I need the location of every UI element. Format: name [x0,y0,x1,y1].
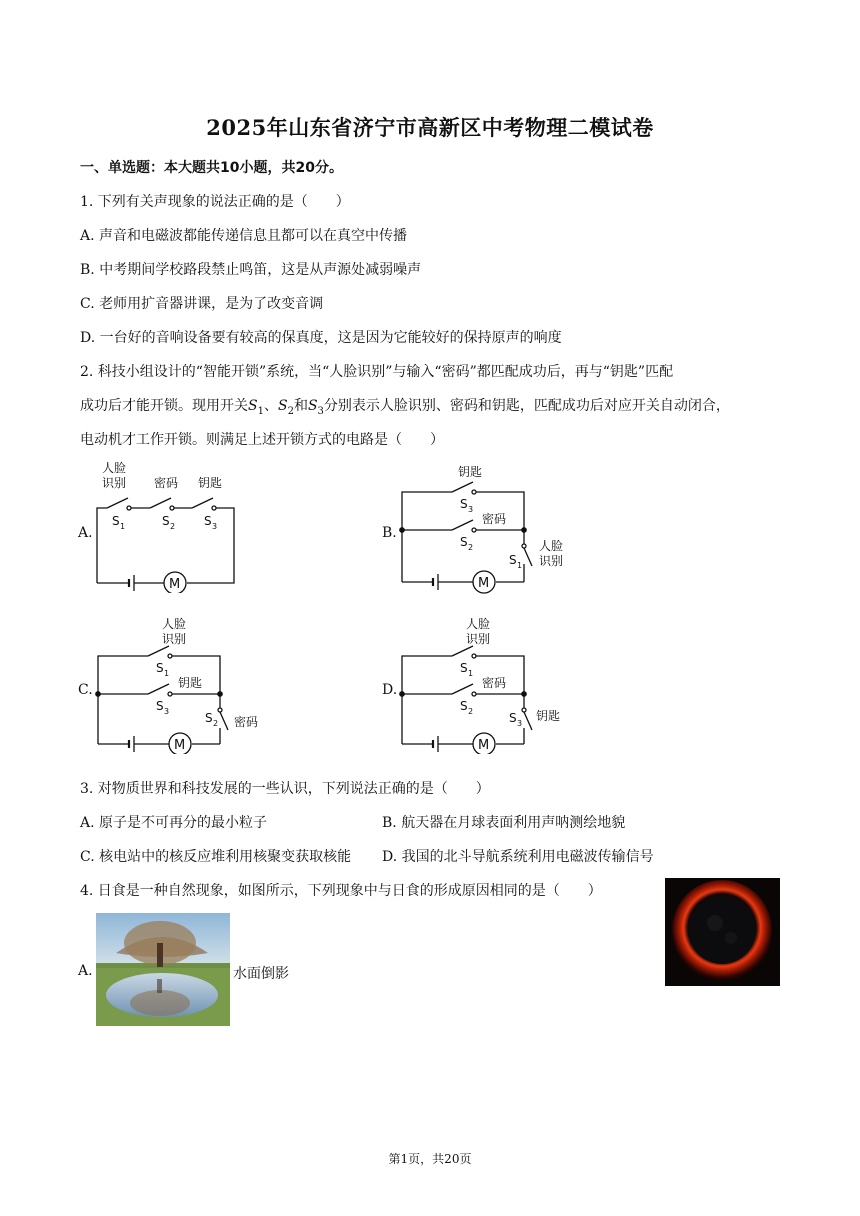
svg-text:2: 2 [468,707,474,716]
svg-text:M: M [169,577,181,592]
q1-option-a: A. 声音和电磁波都能传递信息且都可以在真空中传播 [80,228,408,244]
q2-option-a-label: A. [78,525,93,541]
svg-text:2: 2 [468,543,474,552]
svg-text:密码: 密码 [234,715,259,729]
svg-text:密码: 密码 [482,676,507,690]
svg-text:3: 3 [212,522,218,531]
svg-text:S: S [156,661,164,675]
svg-text:钥匙: 钥匙 [536,709,561,723]
page-title: 2025年山东省济宁市高新区中考物理二模试卷 [206,115,654,140]
circuit-diagram-c [92,614,277,758]
svg-text:S: S [460,497,468,511]
svg-text:3: 3 [468,505,474,514]
q2-option-c-label: C. [78,682,93,698]
circuit-diagram-b [396,460,581,599]
page-footer: 第1页，共20页 [388,1152,472,1166]
svg-text:M: M [174,738,186,753]
section-heading: 一、单选题：本大题共10小题，共20分。 [80,160,343,176]
q3-stem: 3. 对物质世界和科技发展的一些认识，下列说法正确的是（ ） [80,781,490,797]
svg-text:S: S [112,514,120,528]
svg-text:M: M [478,576,490,591]
svg-text:S: S [509,711,517,725]
svg-text:2: 2 [170,522,176,531]
svg-text:钥匙: 钥匙 [178,676,203,690]
q3-option-c: C. 核电站中的核反应堆利用核聚变获取核能 [80,849,352,865]
svg-text:S: S [460,535,468,549]
svg-text:人脸: 人脸 [102,461,127,475]
q4-option-a-text: 水面倒影 [233,966,289,982]
svg-text:3: 3 [164,707,170,716]
q2-stem-line1: 2. 科技小组设计的“智能开锁”系统，当“人脸识别”与输入“密码”都匹配成功后，再与“钥匙”匹配 [80,364,674,380]
svg-text:S: S [509,553,517,567]
q3-option-d: D. 我国的北斗导航系统利用电磁波传输信号 [382,849,654,865]
svg-text:人脸: 人脸 [466,617,491,631]
svg-text:3: 3 [517,719,523,728]
svg-text:密码: 密码 [154,476,179,490]
svg-text:S: S [204,514,212,528]
q1-stem: 1. 下列有关声现象的说法正确的是（ ） [80,194,350,210]
svg-text:1: 1 [120,522,126,531]
q1-option-b: B. 中考期间学校路段禁止鸣笛，这是从声源处减弱噪声 [80,262,422,278]
svg-text:钥匙: 钥匙 [458,465,483,479]
svg-text:识别: 识别 [162,632,187,646]
svg-text:1: 1 [517,561,523,570]
svg-text:识别: 识别 [102,476,127,490]
svg-text:S: S [460,661,468,675]
svg-text:S: S [162,514,170,528]
svg-text:密码: 密码 [482,512,507,526]
svg-text:人脸: 人脸 [539,539,564,553]
svg-text:S: S [205,711,213,725]
q2-stem-line2: 成功后才能开锁。现用开关$S_1$、$S_2$和$S_3$分别表示人脸识别、密码和钥匙，匹配成功后对应开关自动闭合， [80,398,730,417]
q4-option-a-label: A. [78,963,93,979]
svg-text:识别: 识别 [539,554,564,568]
water-reflection-image [96,913,230,1026]
svg-text:S: S [460,699,468,713]
svg-text:人脸: 人脸 [162,617,187,631]
q2-option-b-label: B. [382,525,397,541]
q4-stem: 4. 日食是一种自然现象，如图所示，下列现象中与日食的形成原因相同的是（ ） [80,883,602,899]
svg-text:钥匙: 钥匙 [198,476,223,490]
solar-eclipse-image [665,878,780,986]
q2-stem-line3: 电动机才工作开锁。则满足上述开锁方式的电路是（ ） [80,432,444,448]
q2-option-d-label: D. [382,682,398,698]
q3-option-a: A. 原子是不可再分的最小粒子 [80,815,268,831]
q1-option-d: D. 一台好的音响设备要有较高的保真度，这是因为它能较好的保持原声的响度 [80,330,562,346]
svg-text:1: 1 [164,669,170,678]
circuit-diagram-d [396,614,581,758]
svg-text:识别: 识别 [466,632,491,646]
svg-text:1: 1 [468,669,474,678]
svg-text:M: M [478,738,490,753]
svg-text:2: 2 [213,719,219,728]
q1-option-c: C. 老师用扩音器讲课，是为了改变音调 [80,296,324,312]
q3-option-b: B. 航天器在月球表面利用声呐测绘地貌 [382,815,626,831]
svg-text:S: S [156,699,164,713]
circuit-diagram-a [92,458,242,597]
